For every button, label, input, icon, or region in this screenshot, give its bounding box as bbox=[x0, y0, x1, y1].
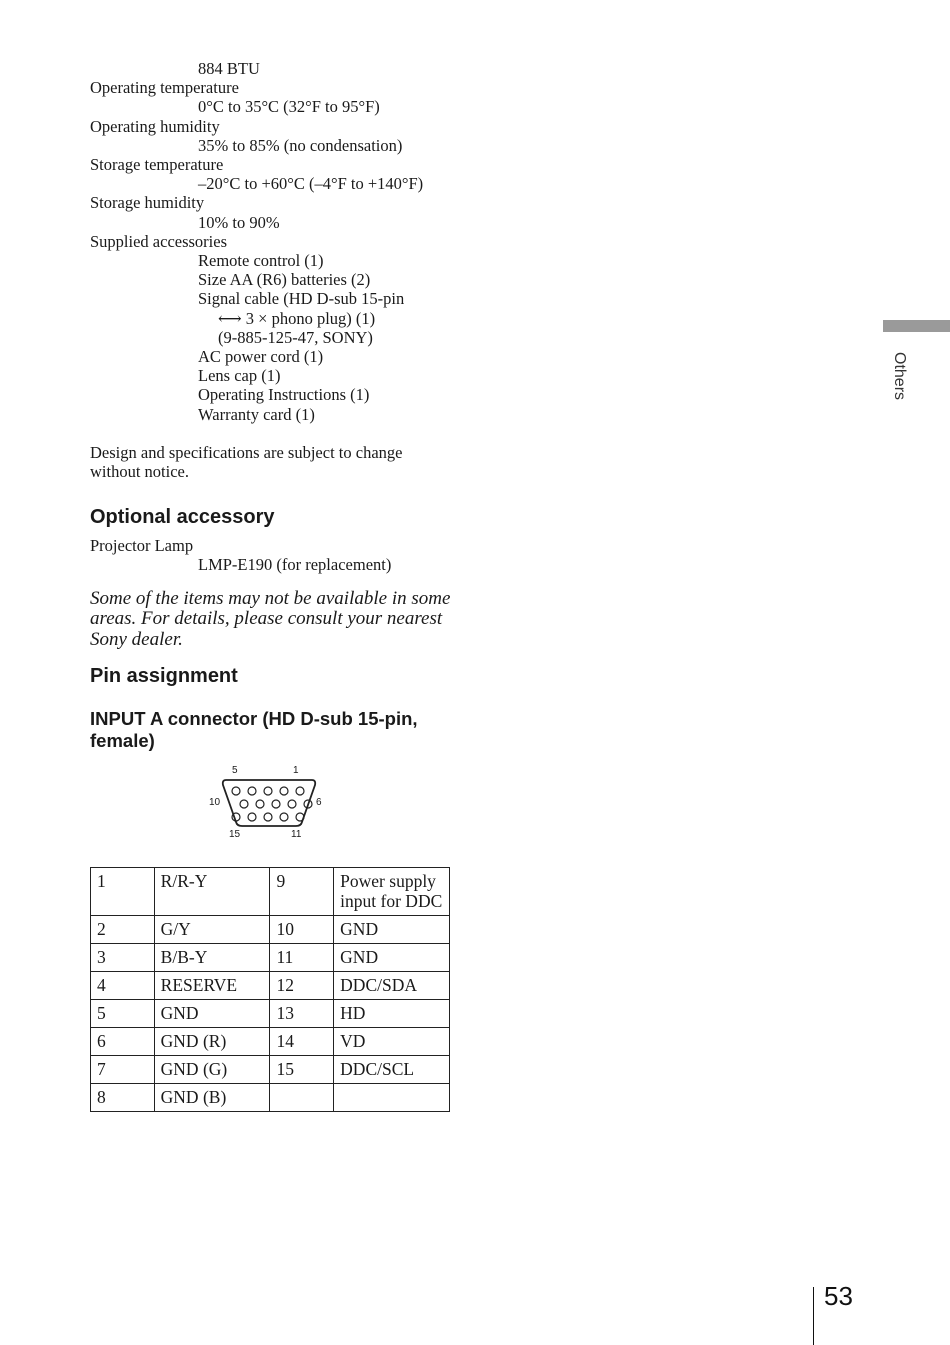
pin-hole bbox=[280, 787, 288, 795]
spec-value: 0°C to 35°C (32°F to 95°F) bbox=[198, 97, 380, 117]
table-row bbox=[91, 916, 450, 944]
table-cell: 9 bbox=[270, 868, 334, 916]
table-cell bbox=[334, 1084, 450, 1112]
spec-label: Storage humidity bbox=[90, 193, 205, 213]
pin-hole bbox=[240, 800, 248, 808]
pin-hole bbox=[288, 800, 296, 808]
spec-value: Lens cap (1) bbox=[198, 366, 281, 386]
table-cell: 3 bbox=[91, 944, 155, 972]
table-cell: R/R-Y bbox=[154, 868, 270, 916]
spec-value: Signal cable (HD D-sub 15-pin bbox=[198, 289, 405, 309]
table-cell: 1 bbox=[91, 868, 155, 916]
specifications-list bbox=[90, 59, 460, 424]
table-cell: 6 bbox=[91, 1028, 155, 1056]
page-number: 53 bbox=[824, 1281, 853, 1311]
table-cell: 8 bbox=[91, 1084, 155, 1112]
pin-hole bbox=[280, 813, 288, 821]
table-cell: DDC/SCL bbox=[334, 1056, 450, 1084]
spec-value: 884 BTU bbox=[198, 59, 260, 78]
pin-hole bbox=[256, 800, 264, 808]
connector-diagram bbox=[90, 764, 460, 858]
table-cell: 14 bbox=[270, 1028, 334, 1056]
connector-heading: INPUT A connector (HD D-sub 15-pin, female) bbox=[90, 708, 418, 752]
table-cell: GND bbox=[334, 916, 450, 944]
spec-value: ⟷ 3 × phono plug) (1) bbox=[218, 308, 376, 328]
table-cell: GND (B) bbox=[154, 1084, 270, 1112]
spec-value: Warranty card (1) bbox=[198, 404, 315, 424]
table-cell: 11 bbox=[270, 944, 334, 972]
pin-label-5: 5 bbox=[232, 765, 238, 777]
spec-value: AC power cord (1) bbox=[198, 347, 324, 367]
table-cell: 4 bbox=[91, 972, 155, 1000]
table-cell: Power supply input for DDC bbox=[334, 868, 450, 916]
optional-label: Projector Lamp bbox=[90, 536, 194, 556]
table-cell bbox=[270, 1084, 334, 1112]
spec-value: Size AA (R6) batteries (2) bbox=[198, 270, 371, 290]
pin-assignment-heading: Pin assignment bbox=[90, 665, 238, 688]
spec-value: Remote control (1) bbox=[198, 251, 324, 271]
pin-hole bbox=[296, 813, 304, 821]
pin-label-11: 11 bbox=[291, 829, 302, 841]
spec-label: Operating temperature bbox=[90, 78, 239, 98]
main-column bbox=[90, 59, 460, 1112]
table-cell: GND bbox=[154, 1000, 270, 1028]
spec-value: (9-885-125-47, SONY) bbox=[218, 327, 373, 347]
table-row bbox=[91, 944, 450, 972]
pin-hole bbox=[248, 813, 256, 821]
spec-value: Operating Instructions (1) bbox=[198, 385, 370, 405]
spec-label: Operating humidity bbox=[90, 116, 220, 136]
pin-hole bbox=[248, 787, 256, 795]
optional-accessory-heading: Optional accessory bbox=[90, 506, 275, 529]
table-cell: 10 bbox=[270, 916, 334, 944]
spec-value: 10% to 90% bbox=[198, 212, 280, 232]
table-cell: 5 bbox=[91, 1000, 155, 1028]
pin-hole bbox=[264, 787, 272, 795]
pin-label-1: 1 bbox=[293, 765, 299, 777]
spec-value: 35% to 85% (no condensation) bbox=[198, 135, 403, 155]
pin-label-10: 10 bbox=[209, 797, 221, 809]
table-row bbox=[91, 1028, 450, 1056]
section-tab-bar bbox=[883, 320, 950, 332]
spec-label: Storage temperature bbox=[90, 155, 224, 175]
table-cell: RESERVE bbox=[154, 972, 270, 1000]
table-cell: DDC/SDA bbox=[334, 972, 450, 1000]
table-cell: 15 bbox=[270, 1056, 334, 1084]
pin-hole bbox=[272, 800, 280, 808]
optional-value: LMP-E190 (for replacement) bbox=[198, 555, 392, 575]
table-cell: VD bbox=[334, 1028, 450, 1056]
table-cell: 12 bbox=[270, 972, 334, 1000]
table-cell: 7 bbox=[91, 1056, 155, 1084]
table-cell: B/B-Y bbox=[154, 944, 270, 972]
spec-label: Supplied accessories bbox=[90, 231, 228, 251]
table-cell: GND (R) bbox=[154, 1028, 270, 1056]
table-cell: 2 bbox=[91, 916, 155, 944]
dsub-connector-icon bbox=[90, 764, 460, 858]
pin-hole bbox=[296, 787, 304, 795]
pin-label-15: 15 bbox=[229, 829, 241, 841]
table-cell: G/Y bbox=[154, 916, 270, 944]
table-cell: GND (G) bbox=[154, 1056, 270, 1084]
spec-value: –20°C to +60°C (–4°F to +140°F) bbox=[198, 174, 424, 194]
pin-hole bbox=[232, 787, 240, 795]
table-row bbox=[91, 868, 450, 916]
availability-note: Some of the items may not be available in some areas. For details, please consult your nearest Sony dealer. bbox=[90, 587, 451, 650]
table-row bbox=[91, 1000, 450, 1028]
page-number-rule bbox=[813, 1287, 814, 1345]
pin-label-6: 6 bbox=[316, 797, 322, 809]
table-row bbox=[91, 972, 450, 1000]
notice-text: Design and specifications are subject to change without notice. bbox=[90, 442, 403, 482]
section-tab-label: Others bbox=[891, 352, 908, 401]
table-row bbox=[91, 1056, 450, 1084]
pin-table bbox=[90, 867, 450, 1112]
table-cell: GND bbox=[334, 944, 450, 972]
table-cell: HD bbox=[334, 1000, 450, 1028]
table-cell: 13 bbox=[270, 1000, 334, 1028]
table-row bbox=[91, 1084, 450, 1112]
pin-hole bbox=[264, 813, 272, 821]
